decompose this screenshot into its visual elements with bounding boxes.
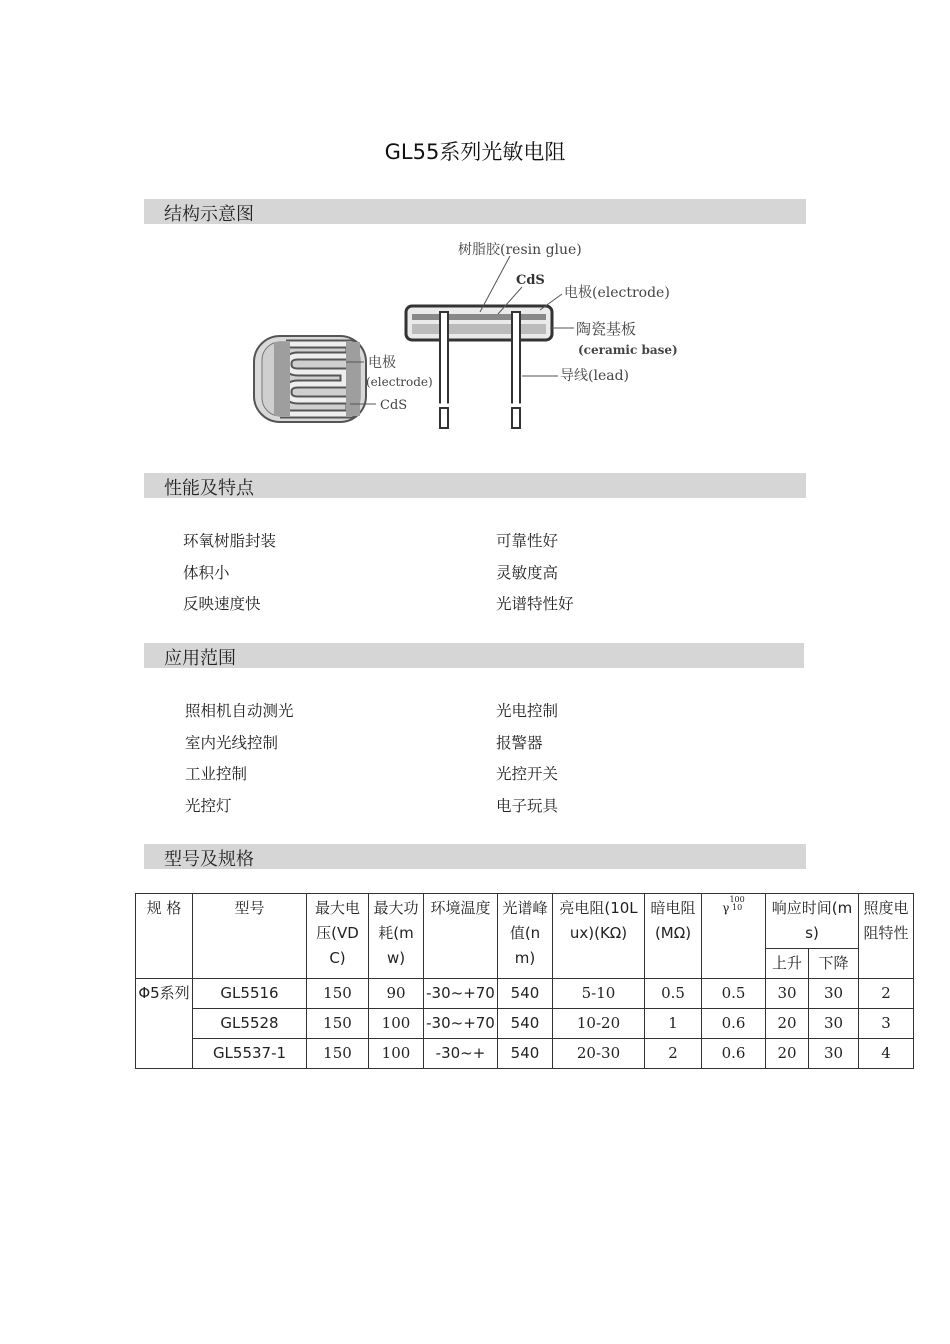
cell-voltage: 150 <box>307 1009 369 1039</box>
header-ambient-temp: 环境温度 <box>424 894 498 979</box>
label-ceramic-base: 陶瓷基板 <box>576 320 637 338</box>
cell-voltage: 150 <box>307 1039 369 1069</box>
cell-rise: 30 <box>766 979 809 1009</box>
application-item: 工业控制 <box>185 765 248 783</box>
label-electrode-left: 电极 <box>368 355 396 371</box>
application-item: 照相机自动测光 <box>185 702 294 720</box>
feature-item: 可靠性好 <box>496 532 559 550</box>
cell-peak: 540 <box>498 1009 553 1039</box>
feature-item: 反映速度快 <box>183 595 261 613</box>
section-bar-models <box>144 844 806 869</box>
cell-fall: 30 <box>809 979 859 1009</box>
header-fall: 下降 <box>809 949 859 979</box>
section-title-structure: 结构示意图 <box>164 204 254 225</box>
cell-gamma: 0.6 <box>702 1009 766 1039</box>
feature-item: 光谱特性好 <box>496 595 574 613</box>
structure-diagram <box>240 232 680 437</box>
header-light-resistance: 亮电阻(10Lux)(KΩ) <box>553 894 645 979</box>
cell-model: GL5528 <box>193 1009 307 1039</box>
section-title-features: 性能及特点 <box>164 478 254 499</box>
table-row <box>136 979 914 1009</box>
cell-dark-resistance: 0.5 <box>645 979 702 1009</box>
cell-power: 100 <box>369 1039 424 1069</box>
section-title-models: 型号及规格 <box>164 849 254 870</box>
section-bar-structure <box>144 199 806 224</box>
cell-power: 100 <box>369 1009 424 1039</box>
cell-temp: -30~+ <box>424 1039 498 1069</box>
header-max-power: 最大功耗(mw) <box>369 894 424 979</box>
feature-item: 灵敏度高 <box>496 564 559 582</box>
cell-illuminance: 2 <box>859 979 914 1009</box>
application-item: 报警器 <box>496 734 543 752</box>
application-item: 光控开关 <box>496 765 559 783</box>
cell-dark-resistance: 1 <box>645 1009 702 1039</box>
header-dark-resistance: 暗电阻(MΩ) <box>645 894 702 979</box>
header-gamma <box>702 894 766 979</box>
header-spec: 规 格 <box>136 894 193 979</box>
spec-table <box>135 893 914 1069</box>
gamma-superscript: 100 <box>729 895 745 904</box>
label-ceramic-base-en: (ceramic base) <box>578 343 678 357</box>
header-model: 型号 <box>193 894 307 979</box>
section-bar-applications <box>144 643 804 668</box>
cell-peak: 540 <box>498 1039 553 1069</box>
label-lead: 导线(lead) <box>560 368 629 384</box>
section-bar-features <box>144 473 806 498</box>
application-item: 光电控制 <box>496 702 559 720</box>
cell-peak: 540 <box>498 979 553 1009</box>
cell-rise: 20 <box>766 1009 809 1039</box>
cell-model: GL5537-1 <box>193 1039 307 1069</box>
label-electrode-left-en: (electrode) <box>366 375 433 389</box>
cell-light-resistance: 5-10 <box>553 979 645 1009</box>
cell-illuminance: 4 <box>859 1039 914 1069</box>
header-response-time: 响应时间(ms) <box>766 894 859 949</box>
cell-gamma: 0.5 <box>702 979 766 1009</box>
label-cds-top: CdS <box>516 273 545 288</box>
cell-fall: 30 <box>809 1039 859 1069</box>
feature-item: 环氧树脂封装 <box>183 532 277 550</box>
cell-temp: -30~+70 <box>424 979 498 1009</box>
cell-dark-resistance: 2 <box>645 1039 702 1069</box>
cell-light-resistance: 10-20 <box>553 1009 645 1039</box>
application-item: 电子玩具 <box>496 797 559 815</box>
header-rise: 上升 <box>766 949 809 979</box>
series-cell: Φ5系列 <box>136 979 193 1069</box>
header-illuminance: 照度电阻特性 <box>859 894 914 979</box>
label-cds-left: CdS <box>380 398 408 413</box>
table-row <box>136 1039 914 1069</box>
cell-light-resistance: 20-30 <box>553 1039 645 1069</box>
cell-gamma: 0.6 <box>702 1039 766 1069</box>
cell-fall: 30 <box>809 1009 859 1039</box>
gamma-symbol: γ <box>722 901 730 915</box>
cell-temp: -30~+70 <box>424 1009 498 1039</box>
side-view-illustration <box>406 306 552 428</box>
label-electrode-right: 电极(electrode) <box>564 285 670 301</box>
cell-power: 90 <box>369 979 424 1009</box>
table-row <box>136 1009 914 1039</box>
gamma-subscript: 10 <box>731 903 743 912</box>
page-title: GL55系列光敏电阻 <box>384 140 566 164</box>
table-header-row <box>136 894 914 949</box>
feature-item: 体积小 <box>183 564 230 582</box>
application-item: 室内光线控制 <box>185 734 279 752</box>
cell-voltage: 150 <box>307 979 369 1009</box>
header-spectral-peak: 光谱峰值(nm) <box>498 894 553 979</box>
cell-rise: 20 <box>766 1039 809 1069</box>
cell-model: GL5516 <box>193 979 307 1009</box>
application-item: 光控灯 <box>185 797 232 815</box>
top-view-illustration <box>254 336 366 422</box>
label-resin-glue: 树脂胶(resin glue) <box>458 242 582 258</box>
header-max-voltage: 最大电压(VDC) <box>307 894 369 979</box>
section-title-applications: 应用范围 <box>164 648 236 669</box>
cell-illuminance: 3 <box>859 1009 914 1039</box>
